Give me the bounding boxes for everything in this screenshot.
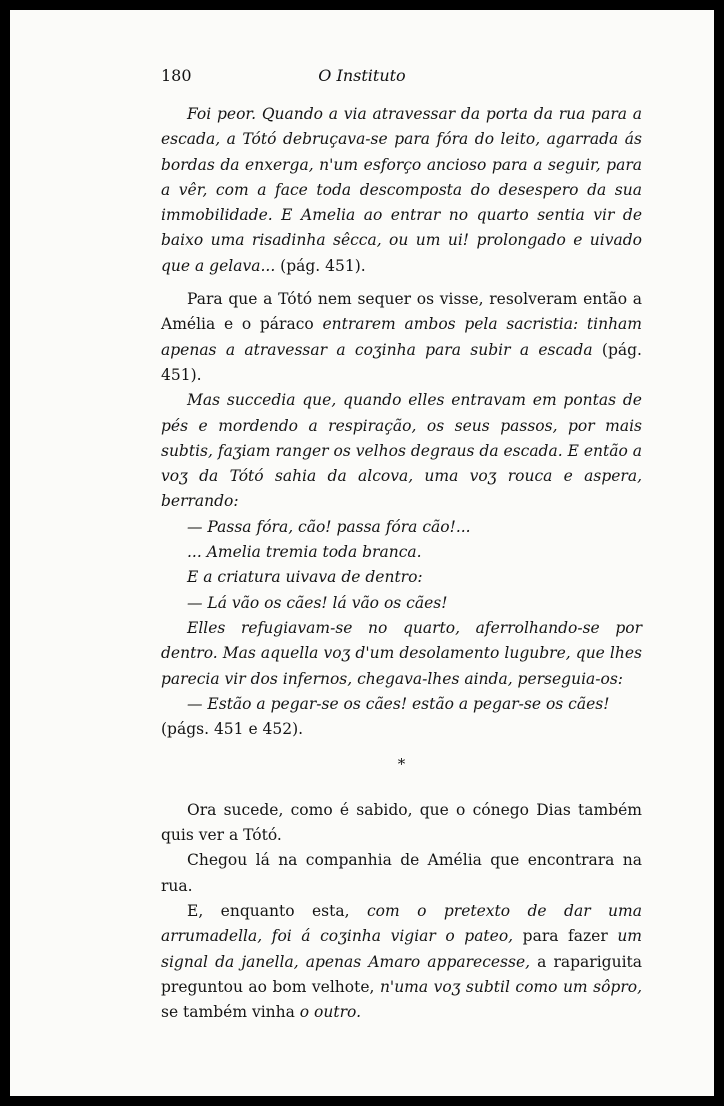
quote-paragraph xyxy=(161,388,642,514)
quote-paragraph xyxy=(161,616,642,692)
quote-text: ... Amelia tremia toda branca. xyxy=(187,543,422,562)
narrative-paragraph: Chegou lá na companhia de Amélia que encontrara na rua. xyxy=(161,851,642,895)
quote-paragraph xyxy=(161,515,642,540)
page-reference: (págs. 451 e 452). xyxy=(161,720,304,739)
quoted-phrase: n'uma voʒ subtil como um sôpro, xyxy=(379,977,642,996)
running-title: O Instituto xyxy=(318,66,406,85)
section-separator: * xyxy=(397,755,406,774)
quote-text: — Lá vão os cães! lá vão os cães! xyxy=(187,593,448,612)
page-header xyxy=(10,64,714,94)
quote-text: — Estão a pegar-se os cães! estão a pegar-se os cães! xyxy=(187,694,610,713)
page-number: 180 xyxy=(161,66,192,85)
book-page xyxy=(10,10,714,1096)
quoted-phrase: um signal da janella, apenas Amaro apparecesse, xyxy=(161,927,642,971)
quoted-phrase: entrarem ambos pela sacristia: tinham apenas a atravessar a coʒinha para subir a escada xyxy=(161,315,643,359)
page-reference: (pág. 451). xyxy=(275,256,366,275)
narrative-text: para fazer xyxy=(513,927,618,946)
quoted-phrase: o outro. xyxy=(299,1003,361,1022)
narrative-text: Para que a Tótó nem sequer os visse, resolveram então a Amélia e o páraco xyxy=(161,290,642,334)
narrative-text: E, enquanto esta, xyxy=(187,901,367,920)
narrative-paragraph xyxy=(161,899,642,1025)
quote-paragraph xyxy=(161,540,642,565)
quote-text: Mas succedia que, quando elles entravam em pontas de pés e mordendo a respiração, os seus passos, por mais subtis, faʒiam ranger os velhos degraus da escada. E então a voʒ da Tótó sahia da alcova, uma voʒ rouca e aspera, berrando: xyxy=(161,391,642,511)
quote-paragraph xyxy=(161,102,642,279)
quote-text: — Passa fóra, cão! passa fóra cão!... xyxy=(187,517,471,536)
page-reference: (pág. 451). xyxy=(161,340,642,384)
quote-text: Elles refugiavam-se no quarto, aferrolhando-se por dentro. Mas aquella voʒ d'um desolamento lugubre, que lhes parecia vir dos infernos, chegava-lhes ainda, perseguia-os: xyxy=(161,618,642,688)
body-text xyxy=(161,102,642,1025)
quoted-phrase: com o pretexto de dar uma arrumadella, foi á coʒinha vigiar o pateo, xyxy=(161,901,642,946)
narrative-text: se também vinha xyxy=(161,1003,300,1022)
quote-paragraph xyxy=(161,591,642,616)
narrative-paragraph: Ora sucede, como é sabido, que o cónego Dias também quis ver a Tótó. xyxy=(161,800,642,845)
quote-text: E a criatura uivava de dentro: xyxy=(187,568,423,587)
narrative-text: a rapariguita preguntou ao bom velhote, xyxy=(161,952,642,996)
quote-text: Foi peor. Quando a via atravessar da porta da rua para a escada, a Tótó debruçava-se para fóra do leito, agarrada ás bordas da enxerga, n'um esforço ancioso para a seguir, para a vêr, com a face toda descomposta do desespero da sua immobilidade. E Amelia ao entrar no quarto sentia vir de baixo uma risadinha sêcca, ou um ui! prolongado e uivado que a gelava... xyxy=(161,105,642,275)
quote-paragraph xyxy=(161,565,642,590)
spacer xyxy=(161,279,642,287)
narrative-paragraph xyxy=(161,287,642,388)
quote-paragraph xyxy=(161,692,642,717)
